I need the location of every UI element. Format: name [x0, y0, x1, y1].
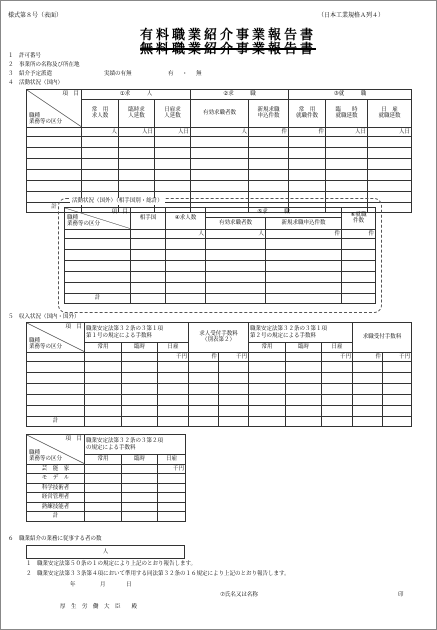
col-new-applications: 新規求職申込件数 [266, 217, 342, 229]
report-title: 有料職業紹介事業報告書 [140, 28, 317, 43]
total-row: 計 [27, 203, 412, 213]
row-scientist[interactable]: 科学技術者 [27, 483, 186, 493]
col-new-applications: 新規求職 申込件数 [249, 99, 289, 127]
dispatch-no[interactable]: 無 [196, 71, 202, 77]
item-income: ５ 収入状況（国内・国外） [8, 314, 80, 320]
col-regular-offers: 常 用 求人数 [82, 99, 119, 127]
col-job-offers: ④求人数 [166, 208, 206, 230]
table-row[interactable] [27, 148, 412, 159]
col-temp-placements: 臨 時 就職延数 [326, 99, 368, 127]
table-row[interactable] [65, 261, 376, 272]
income-table: 項 目 職種 業務等の区分 職業安定法第３２条の３第１項 第１号の規定による手数料 求人受付手数料 （別表第２） 職業安定法第３２条の３第１項 第２号の規定による手数料 求職受付手数料 常用 臨時 日雇 常用 臨時 日雇 千円 件 千円 千円 件 千円 計 [26, 322, 412, 427]
col-temp-offers: 臨時求 人延数 [119, 99, 155, 127]
kubun-label: 職種 業務等の区分 [29, 112, 63, 125]
dispatch-record-label: 実績の有無 [104, 71, 132, 77]
date-year: 年 [70, 582, 76, 588]
table-row[interactable] [27, 362, 412, 373]
date-month: 月 [100, 582, 106, 588]
header-diagonal-cell [27, 90, 82, 128]
col-regular-placements: 常 用 就職件数 [289, 99, 326, 127]
table-row[interactable] [65, 239, 376, 250]
row-entertainer[interactable]: 芸 能 家 千円 [27, 464, 186, 474]
standard-label: （日本工業規格Ａ列４） [318, 12, 385, 19]
item-activity-domestic: ４ 活動状況（国内） [8, 80, 64, 86]
table-row[interactable] [27, 181, 412, 192]
unit-row: 千円 件 千円 千円 件 千円 [27, 352, 412, 362]
total-row: 計 [27, 417, 412, 427]
group-job-seekers: ②求 職 [191, 90, 289, 100]
col-daily-placements: 日 雇 就職延数 [368, 99, 412, 127]
name-label: ⑦氏名又は名称 [220, 592, 258, 598]
table-row[interactable] [27, 137, 412, 148]
group-fee-32-3-2: 職業安定法第３２条の３第２項 の規定による手数料 [85, 435, 186, 455]
group-job-offers: ①求 人 [82, 90, 191, 100]
group-placements: ③就 職 [289, 90, 412, 100]
table-row[interactable] [27, 395, 412, 406]
total-row: 計 [65, 294, 376, 304]
overseas-activity-table [64, 207, 376, 304]
row-skilled[interactable]: 熟練技能者 [27, 502, 186, 512]
group-offer-fee: 求人受付手数料 （別表第２） [189, 323, 249, 353]
note-1: １ 職業安定法第５０条の１の規定により上記のとおり報告します。 [26, 561, 197, 567]
item-staff-count: ６ 職業紹介の業務に従事する者の数 [8, 536, 102, 542]
table-row[interactable] [27, 384, 412, 395]
group-job-seekers: ⑤求 職 [206, 208, 342, 218]
group-fee-32-3-1-1: 職業安定法第３２条の３第１項 第１号の規定による手数料 [85, 323, 189, 343]
domestic-activity-table [26, 89, 412, 213]
total-row: 計 [27, 512, 186, 522]
staff-count-table [26, 545, 185, 559]
staff-count-cell[interactable]: 人 [27, 546, 185, 559]
row-model[interactable]: モ デ ル [27, 474, 186, 484]
col-country: 相手国 [131, 208, 166, 230]
col-placements: ⑥就職 件数 [342, 208, 376, 230]
item-office-name: ２ 事業所の名称及び所在地 [8, 62, 80, 68]
header-diagonal-cell: 項 目 職種 業務等の区分 [27, 323, 85, 353]
row-manager[interactable]: 経営管理者 [27, 493, 186, 503]
koumoku-label: 項 目 [62, 91, 79, 97]
table-row[interactable] [27, 406, 412, 417]
item-dispatch: ３ 紹介予定派遣 [8, 71, 53, 77]
unit-row: 人 人日 人日 人 件 件 人日 人日 [27, 127, 412, 137]
header-diagonal-cell: 項 目 職種 業務等の区分 [27, 435, 85, 465]
col-active-seekers: 有効求職者数 [191, 99, 249, 127]
col-daily-offers: 日雇求 人延数 [155, 99, 191, 127]
dispatch-separator: ・ [182, 71, 188, 77]
fee-32-3-2-table: 項 目 職種 業務等の区分 職業安定法第３２条の３第２項 の規定による手数料 常用 臨時 日雇 芸 能 家 千円 モ デ ル 科学技術者 経営管理者 熟練技能者 計 [26, 434, 186, 522]
overseas-activity-label: 活動状況（国外）（相手国別・総計） [72, 198, 163, 204]
col-active-seekers: 有効求職者数 [206, 217, 266, 229]
table-row[interactable] [27, 373, 412, 384]
addressee: 厚 生 労 働 大 臣 殿 [60, 604, 138, 610]
table-row[interactable] [65, 283, 376, 294]
table-row[interactable] [65, 250, 376, 261]
table-row[interactable] [27, 170, 412, 181]
note-2: ２ 職業安定法第３３条第４項において準用する同法第３２条の１６規定により上記のとおり報告します。 [26, 571, 290, 577]
item-license-no: １ 許可番号 [8, 53, 42, 59]
group-seeker-fee: 求職受付手数料 [353, 323, 412, 353]
seal-label: 印 [398, 592, 404, 598]
unit-row: 人 人 件 件 [65, 229, 376, 239]
header-diagonal-cell: 項 目 職種 業務等の区分 [65, 208, 131, 230]
report-title-struck: 無料職業紹介事業報告書 [140, 42, 317, 57]
table-row[interactable] [65, 272, 376, 283]
table-row[interactable] [27, 159, 412, 170]
group-fee-32-3-1-2: 職業安定法第３２条の３第１項 第２号の規定による手数料 [249, 323, 353, 343]
dispatch-yes[interactable]: 有 [168, 71, 174, 77]
date-day: 日 [126, 582, 132, 588]
form-number: 様式第８号（表面） [8, 12, 63, 19]
